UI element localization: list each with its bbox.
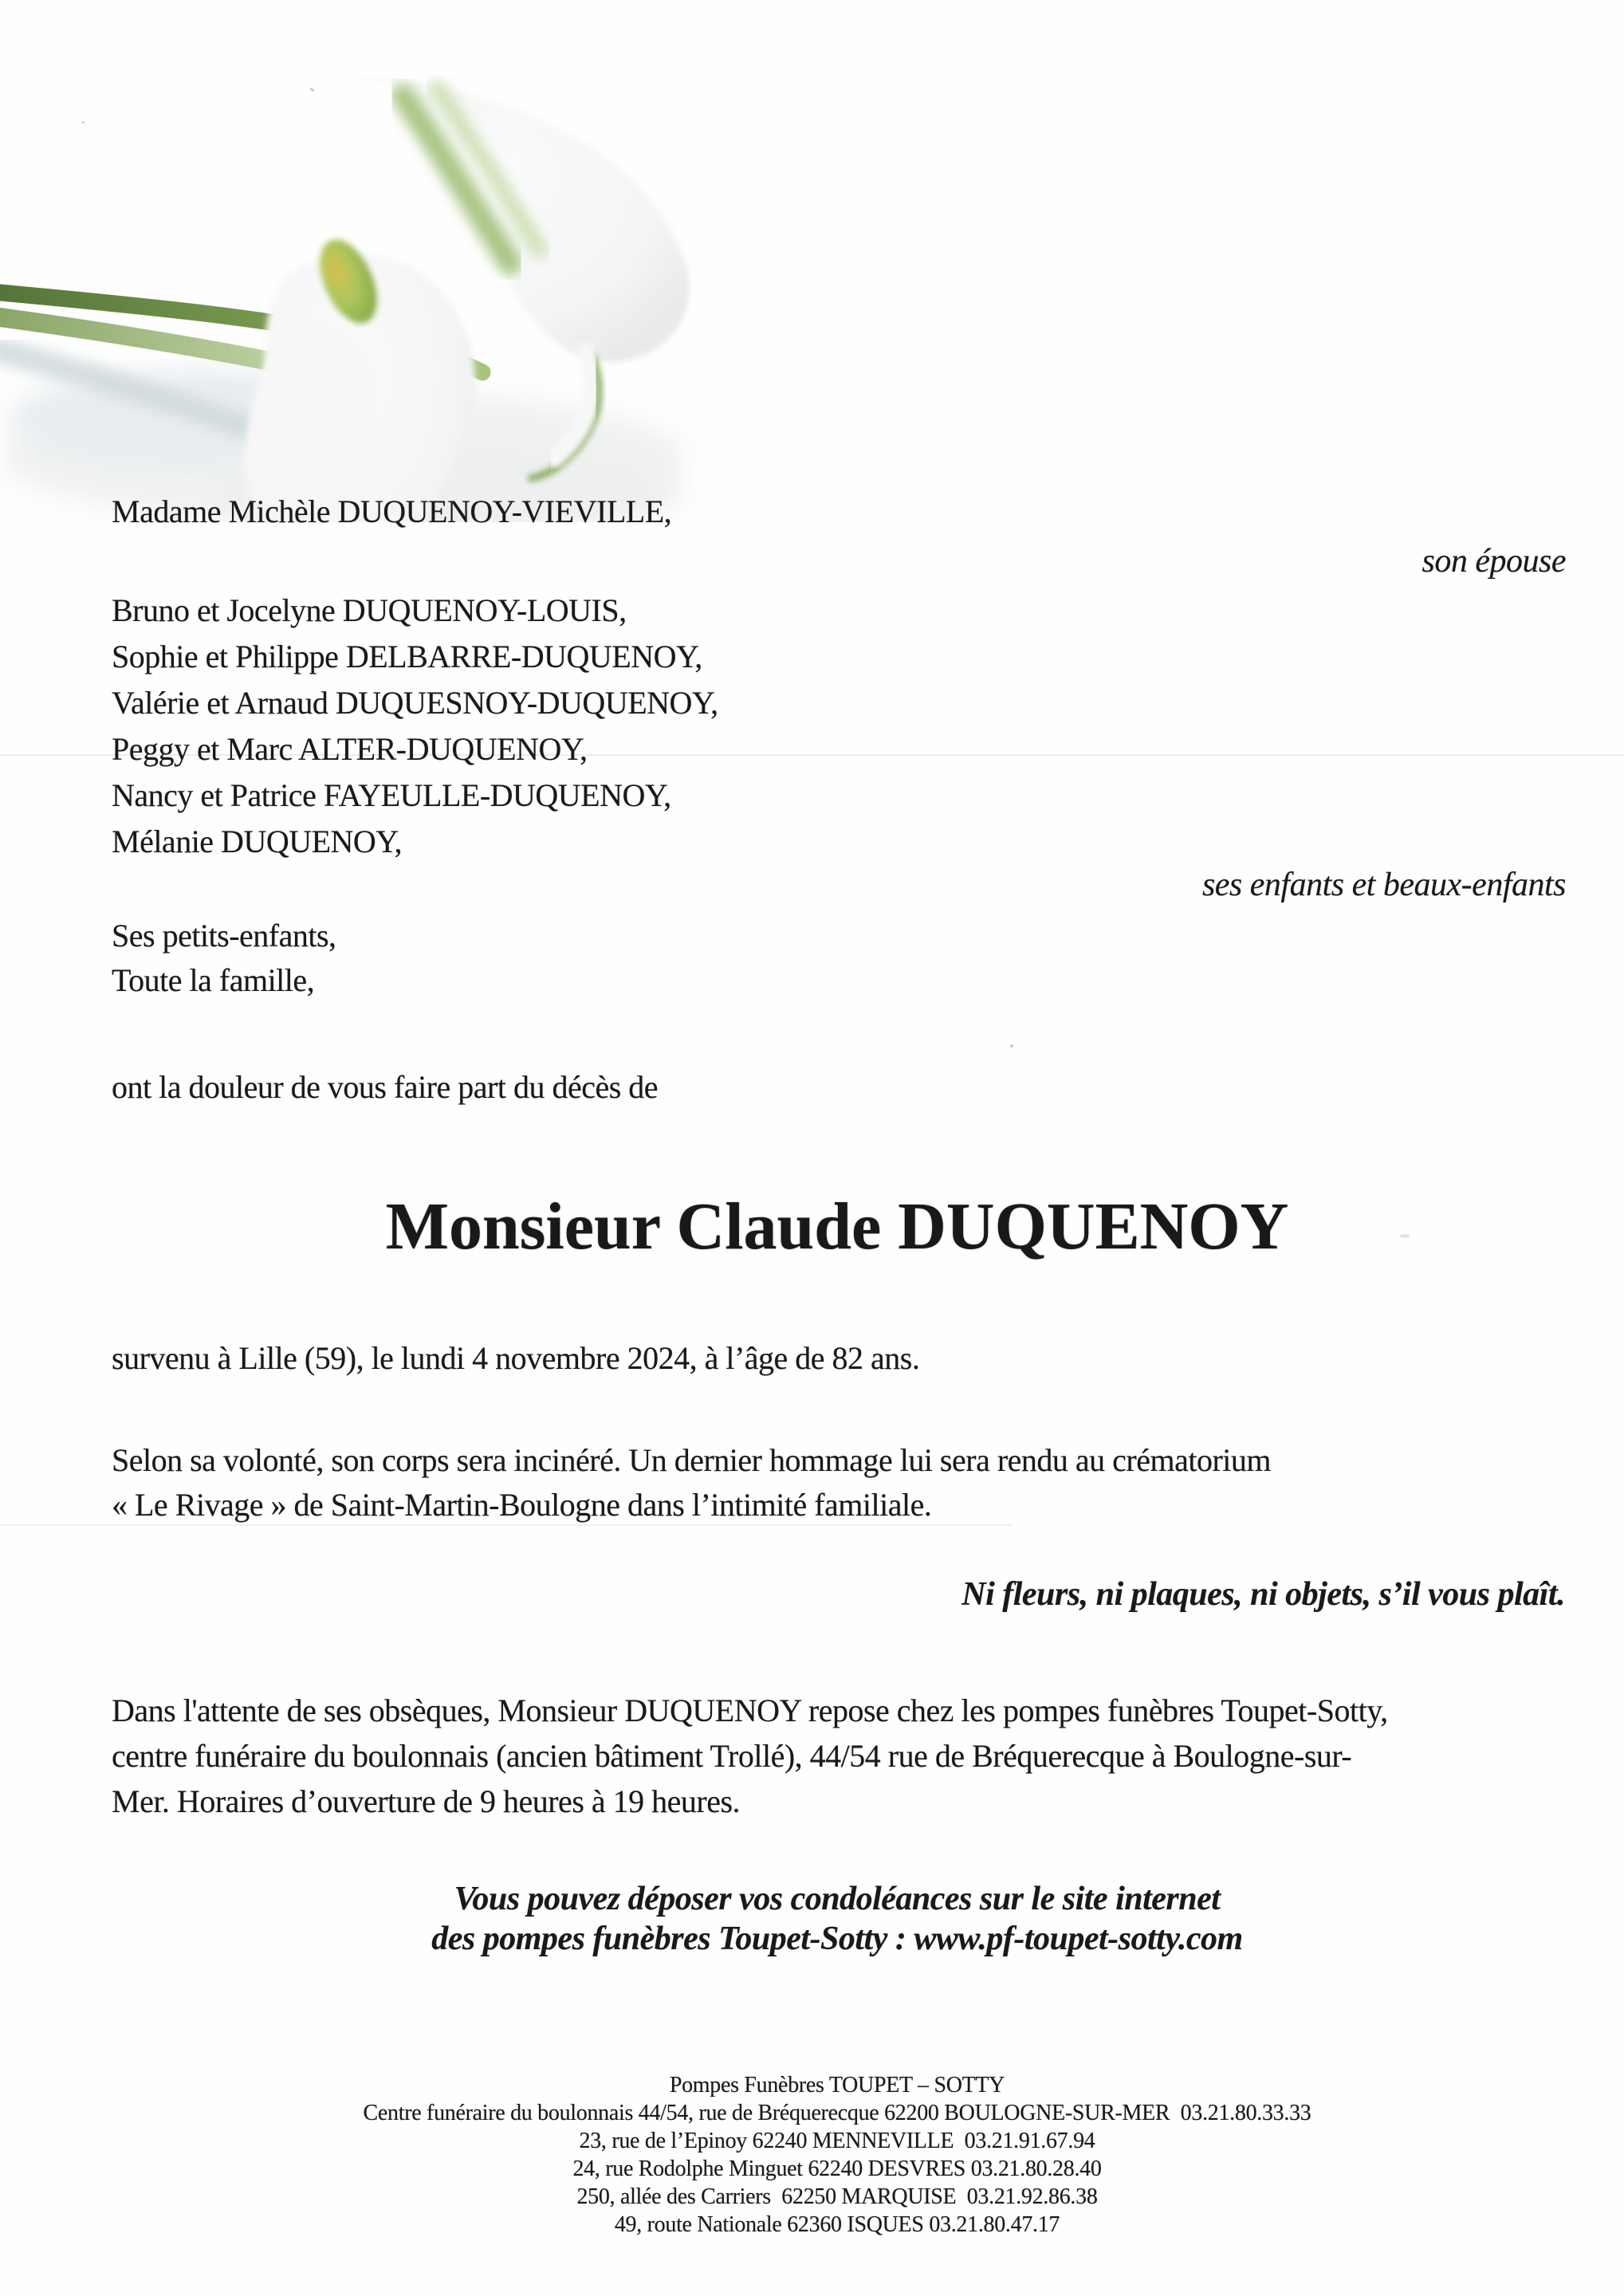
calla-lily-image xyxy=(0,76,702,522)
cremation-line: Selon sa volonté, son corps sera incinéré. Un dernier hommage lui sera rendu au crématorium xyxy=(112,1442,1272,1478)
deceased-name-title: Monsieur Claude DUQUENOY xyxy=(385,1189,1289,1264)
condolences-line-website: des pompes funèbres Toupet-Sotty : www.pf-toupet-sotty.com xyxy=(431,1921,1243,1957)
aside-children: ses enfants et beaux-enfants xyxy=(1201,867,1566,903)
family-line: Peggy et Marc ALTER-DUQUENOY, xyxy=(112,731,588,767)
repose-line: centre funéraire du boulonnais (ancien bâtiment Trollé), 44/54 rue de Bréquerecque à Boulogne-sur- xyxy=(112,1738,1352,1774)
aside-spouse: son épouse xyxy=(1421,543,1566,580)
death-details-line: survenu à Lille (59), le lundi 4 novembre 2024, à l’âge de 82 ans. xyxy=(112,1340,920,1376)
no-flowers-notice: Ni fleurs, ni plaques, ni objets, s’il vous plaît. xyxy=(961,1576,1565,1613)
footer-address: 24, rue Rodolphe Minguet 62240 DESVRES 03.21.80.28.40 xyxy=(572,2156,1102,2181)
family-line: Mélanie DUQUENOY, xyxy=(112,824,403,859)
relatives-line: Ses petits-enfants, xyxy=(112,918,336,953)
footer-address: 250, allée des Carriers 62250 MARQUISE 03.21.92.86.38 xyxy=(576,2184,1098,2209)
cremation-line: « Le Rivage » de Saint-Martin-Boulogne dans l’intimité familiale. xyxy=(112,1487,932,1523)
family-line: Nancy et Patrice FAYEULLE-DUQUENOY, xyxy=(112,777,671,813)
footer-company-name: Pompes Funèbres TOUPET – SOTTY xyxy=(669,2073,1005,2097)
announcement-line: ont la douleur de vous faire part du décès de xyxy=(112,1069,659,1105)
relatives-line: Toute la famille, xyxy=(112,962,315,998)
footer-address: 49, route Nationale 62360 ISQUES 03.21.80.47.17 xyxy=(614,2212,1060,2237)
scan-speck xyxy=(82,121,85,124)
family-line-wife: Madame Michèle DUQUENOY-VIEVILLE, xyxy=(112,493,672,529)
scan-speck xyxy=(1010,1044,1013,1048)
scan-artifact-line xyxy=(0,1524,1013,1526)
footer-address: 23, rue de l’Epinoy 62240 MENNEVILLE 03.21.91.67.94 xyxy=(579,2129,1095,2153)
repose-line: Dans l'attente de ses obsèques, Monsieur DUQUENOY repose chez les pompes funèbres Toupet-Sotty, xyxy=(112,1693,1388,1728)
repose-line: Mer. Horaires d’ouverture de 9 heures à 19 heures. xyxy=(112,1783,741,1819)
condolences-line: Vous pouvez déposer vos condoléances sur le site internet xyxy=(454,1881,1221,1917)
family-line: Bruno et Jocelyne DUQUENOY-LOUIS, xyxy=(112,592,627,628)
family-line: Valérie et Arnaud DUQUESNOY-DUQUENOY, xyxy=(112,685,718,721)
footer-address: Centre funéraire du boulonnais 44/54, rue de Bréquerecque 62200 BOULOGNE-SUR-MER 03.21.80.33.33 xyxy=(363,2101,1311,2125)
family-line: Sophie et Philippe DELBARRE-DUQUENOY, xyxy=(112,639,702,674)
